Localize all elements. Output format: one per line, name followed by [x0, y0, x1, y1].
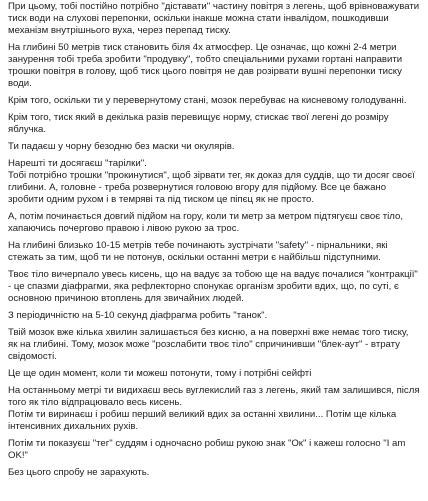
post-paragraph-7	[8, 211, 420, 235]
paragraph-line: Крім того, оскільки ти у перевернутому стані, мозок перебуває на кисневому голодуванні.	[8, 95, 407, 106]
post-paragraph-15	[8, 467, 420, 479]
paragraph-line: На глибині близько 10-15 метрів тебе починають зустрічати "safety" - пірнальники, які стежать за тим, щоб ти не потонув, оскільки останні метри є найбільш підступними.	[8, 240, 388, 263]
post-paragraph-3	[8, 95, 420, 107]
post-paragraph-1	[8, 1, 420, 37]
paragraph-line: Це ще один момент, коли ти можеш потонути, тому і потрібні сейфті	[8, 368, 312, 379]
post-paragraph-11	[8, 327, 420, 363]
paragraph-line: При цьому, тобі постійно потрібно "діставати" частину повітря з легень, щоб врівноважувати тиск води на слухові перепонки, оскільки інакше можна стати інвалідом, пошкодивши механізм внутрішнього вуха, через перепад тиску.	[8, 1, 420, 36]
post-paragraph-9	[8, 269, 420, 305]
post-paragraph-6	[8, 158, 420, 206]
paragraph-line: Потім ти виринаєш і робиш перший великий вдих за останні хвилини... Потім ще кілька інтенсивних дихальних рухів.	[8, 409, 397, 432]
paragraph-line: На останньому метрі ти видихаєш весь вуглекислий газ з легень, який там залишився, після того як тіло відпрацювало весь кисень.	[8, 385, 420, 408]
paragraph-line: Ти падаєш у чорну безодню без маски чи окулярів.	[8, 141, 235, 152]
paragraph-line: Твій мозок вже кілька хвилин залишається без кисню, а на поверхні вже немає того тиску, як на глибині. Тому, мозок може "розслабити твоє тіло" спричинивши "блек-аут" - втрату свідомості.	[8, 327, 409, 362]
post-paragraph-13	[8, 385, 420, 433]
post-paragraph-4	[8, 112, 420, 136]
paragraph-line: На глибині 50 метрів тиск становить біля 4х атмосфер. Це означає, що кожні 2-4 метри занурення тобі треба зробити "продувку", тобто спеціальними рухами гортані направити трошки повітря в голову, щоб тиск цього повітря не дав розірвати вушні перепонки тиску води.	[8, 42, 403, 89]
paragraph-line: З періодичністю на 5-10 секунд діафрагма робить "танок".	[8, 310, 268, 321]
paragraph-line: Твоє тіло вичерпало увесь кисень, що на вадує за тобою ще на вадує почалися "контракції" - це спазми діафрагми, яка рефлекторно спонукає організм зробити вдих, що, по суті, є основною причиною втоплень для звичайних людей.	[8, 269, 418, 304]
post-paragraph-8	[8, 240, 420, 264]
post-paragraph-5	[8, 141, 420, 153]
paragraph-line: Тобі потрібно трошки "прокинутися", щоб зірвати тег, як доказ для суддів, що ти досяг своєї глибини. А, головне - треба розвернутися головою вгору для підйому. Все це бажано зробити одним рухом і в темряві та під тиском це піпєц як не просто.	[8, 170, 415, 205]
post-paragraph-2	[8, 42, 420, 90]
post-paragraph-14	[8, 438, 420, 462]
paragraph-line: А, потім починається довгий підйом на гору, коли ти метр за метром підтягуєш своє тіло, хапаючись почергово правою і лівою рукою за трос.	[8, 211, 404, 234]
post-paragraph-10	[8, 310, 420, 322]
paragraph-line: Без цього спробу не зарахують.	[8, 467, 150, 478]
paragraph-line: Потім ти показуєш "тег" суддям і одночасно робиш рукою знак "Ок" і кажеш голосно "I am OK!"	[8, 438, 406, 461]
paragraph-line: Нарешті ти досягаєш "тарілки".	[8, 158, 147, 169]
paragraph-line: Крім того, тиск який в декілька разів перевищує норму, стискає твої легені до розміру яблучка.	[8, 112, 389, 135]
post-paragraph-12	[8, 368, 420, 380]
